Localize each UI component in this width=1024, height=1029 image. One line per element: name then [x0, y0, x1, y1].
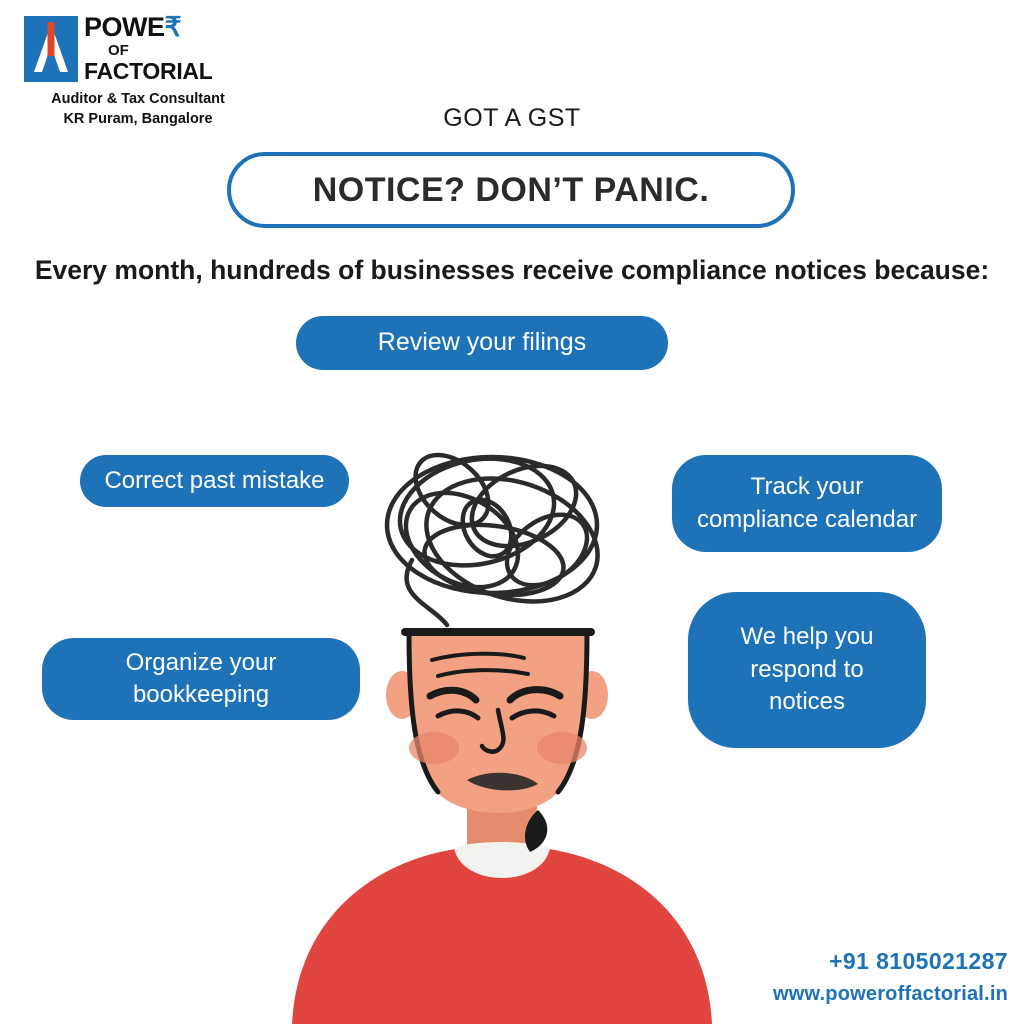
bubble-label: Review your filings [377, 328, 587, 357]
bubble-review-filings [296, 316, 668, 370]
tagline-line-2: KR Puram, Bangalore [63, 110, 213, 127]
subheadline: Every month, hundreds of businesses receive compliance notices because: [34, 255, 990, 285]
bubble-label-line-3: notices [768, 688, 846, 716]
tagline-line-1: Auditor & Tax Consultant [51, 91, 225, 107]
bubble-label-line-2: respond to [750, 655, 864, 683]
contact-block [773, 948, 1008, 1006]
bubble-label-line-1: We help you [740, 623, 874, 651]
confused-man-illustration [262, 420, 762, 1024]
logo-word-power: POWE₹ [84, 12, 182, 42]
phone-number[interactable]: +91 8105021287 [829, 948, 1008, 974]
logo-word-of: OF [108, 42, 129, 59]
bubble-label-line-1: Organize your [125, 648, 277, 676]
bubble-label: Correct past mistake [104, 466, 325, 494]
headline-kicker: GOT A GST [443, 104, 581, 132]
logo-mark-icon [24, 16, 78, 82]
headline-pill [227, 152, 795, 228]
headline-text: NOTICE? DON’T PANIC. [312, 170, 710, 209]
website-url[interactable]: www.poweroffactorial.in [773, 983, 1008, 1005]
bubble-label-line-2: bookkeeping [132, 681, 270, 708]
rupee-icon: ₹ [164, 12, 182, 42]
logo-word-factorial: FACTORIAL [84, 58, 213, 84]
bubble-label-line-2: compliance calendar [696, 505, 918, 533]
bubble-label-line-1: Track your [750, 473, 864, 501]
